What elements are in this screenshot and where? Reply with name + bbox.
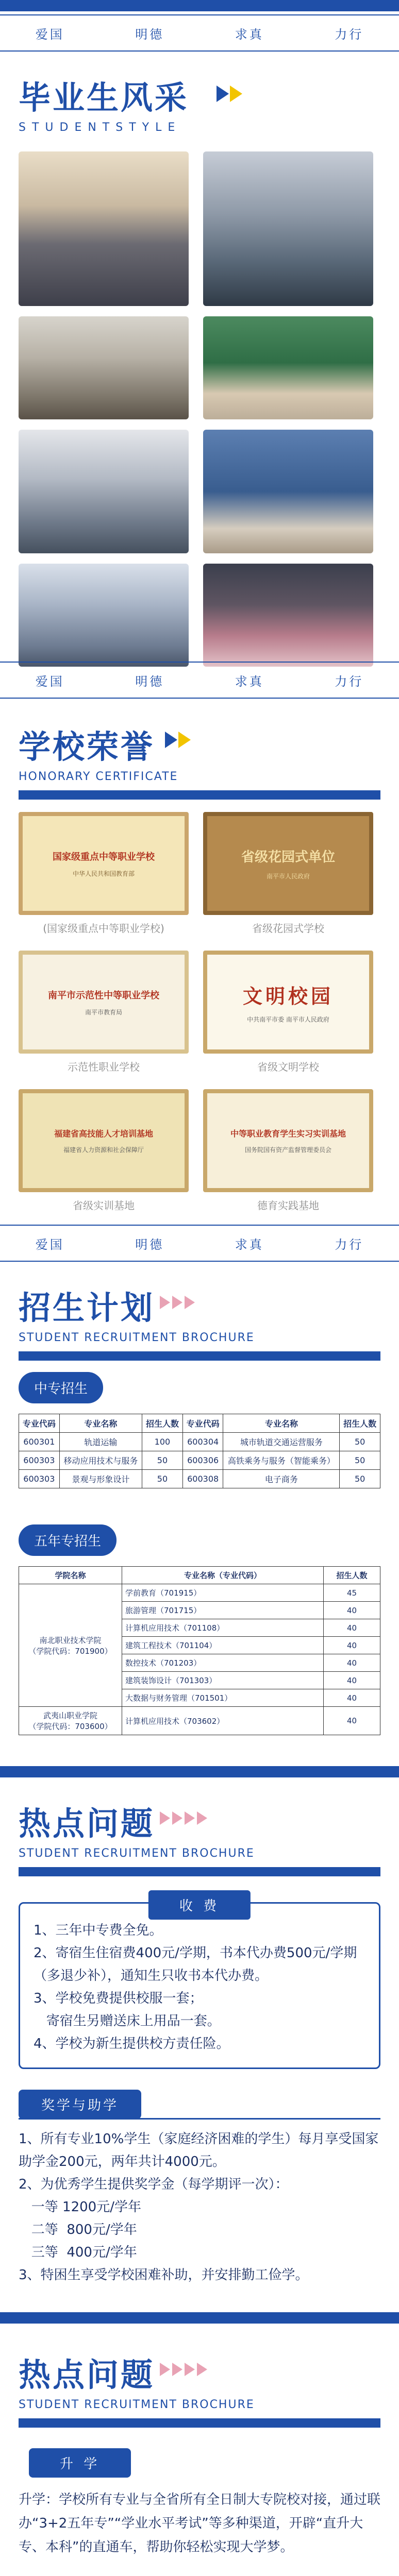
aid-label: 奖学与助学 (19, 2090, 141, 2119)
hot1-title: 热点问题 (19, 1805, 155, 1842)
cell: 电子商务 (223, 1470, 340, 1488)
cell: 移动应用技术与服务 (59, 1451, 142, 1470)
cell: 40 (324, 1602, 380, 1619)
cell: 轨道运输 (59, 1433, 142, 1451)
triangle-blue-icon (217, 86, 229, 102)
table-row (19, 1584, 380, 1602)
cell: 大数据与财务管理（701501） (122, 1689, 324, 1707)
college-code: （学院代码：703600） (28, 1722, 112, 1731)
cell: 50 (340, 1451, 380, 1470)
cell: 40 (324, 1654, 380, 1672)
award-caption: 省级文明学校 (257, 1061, 319, 1073)
table-header-row (19, 1567, 380, 1584)
hot1-subtitle: STUDENT RECRUITMENT BROCHURE (19, 1847, 255, 1860)
cell: 40 (324, 1619, 380, 1637)
motto-3: 求真 (235, 1237, 264, 1252)
cell: 100 (142, 1433, 183, 1451)
up-text: 升学：学校所有专业与全省所有全日制大专院校对接，通过联办“3+2五年专”“学业水平考试”等多种渠道，开辟“直升大专、本科”的直通车，帮助你轻松实现大学梦。 (19, 2492, 381, 2555)
cell: 旅游管理（701715） (122, 1602, 324, 1619)
col-header: 专业代码 (182, 1414, 223, 1433)
cell: 600306 (182, 1451, 223, 1470)
motto-3: 求真 (235, 674, 264, 689)
triangle-pink-icon (160, 1296, 170, 1309)
cell: 600308 (182, 1470, 223, 1488)
fee-line: 4、学校为新生提供校方责任险。 (34, 2036, 230, 2052)
cell: 景观与形象设计 (59, 1470, 142, 1488)
table-header-row (19, 1414, 380, 1433)
award-grid (0, 800, 399, 1225)
aid-line: 2、为优秀学生提供奖学金（每学期评一次）： (19, 2177, 289, 2192)
motto-2: 明德 (135, 1237, 164, 1252)
cell: 建筑装饰设计（701303） (122, 1672, 324, 1689)
cell: 高铁乘务与服务（智能乘务） (223, 1451, 340, 1470)
cell: 45 (324, 1584, 380, 1602)
aid-line: 一等 1200元/学年 (19, 2199, 141, 2215)
aid-line: 二等 800元/学年 (19, 2222, 137, 2238)
col-header: 招生人数 (142, 1414, 183, 1433)
cell: 600304 (182, 1433, 223, 1451)
plaque-org: 中华人民共和国教育部 (72, 870, 135, 877)
aid-body (19, 2118, 380, 2286)
photo-computer-room (19, 430, 189, 553)
award-1 (19, 812, 189, 935)
plan-underline (19, 1351, 380, 1361)
award-plaque (19, 951, 189, 1054)
photo-staff (203, 316, 373, 419)
plan-subtitle: STUDENT RECRUITMENT BROCHURE (19, 1331, 255, 1344)
triangle-pink-icon (185, 1296, 195, 1309)
award-plaque (203, 1089, 373, 1192)
cell: 50 (340, 1470, 380, 1488)
cell: 40 (324, 1637, 380, 1654)
motto-4: 力行 (335, 27, 364, 42)
fee-line: 1、三年中专费全免。 (34, 1923, 163, 1938)
triangle-pink-icon (197, 2363, 207, 2376)
col-header: 专业名称 (59, 1414, 142, 1433)
plaque-title: 文明校园 (242, 985, 334, 1008)
motto-2: 明德 (135, 27, 164, 42)
award-caption: 省级花园式学校 (252, 922, 324, 935)
motto-bar (0, 14, 399, 52)
cell: 学前教育（701915） (122, 1584, 324, 1602)
motto-1: 爱国 (35, 27, 64, 42)
plaque-title: 国家级重点中等职业学校 (53, 851, 155, 862)
fee-label: 收 费 (148, 1890, 251, 1920)
hot2-subtitle: STUDENT RECRUITMENT BROCHURE (19, 2398, 255, 2411)
col-header: 学院名称 (19, 1567, 122, 1584)
plan-header (0, 1262, 399, 1351)
triangle-pink-icon (185, 1811, 195, 1825)
fee-line: 寄宿生另赠送床上用品一套。 (34, 2013, 221, 2029)
triangle-pink-icon (160, 2363, 170, 2376)
wu-table (19, 1566, 380, 1735)
style-title: 毕业生风采 (19, 79, 189, 116)
cell: 建筑工程技术（701104） (122, 1637, 324, 1654)
divider-band (0, 1766, 399, 1777)
award-6 (203, 1089, 373, 1212)
fee-card (19, 1899, 380, 2069)
hot1-underline (19, 1867, 380, 1876)
cell: 计算机应用技术（701108） (122, 1619, 324, 1637)
fee-line: 2、寄宿生住宿费400元/学期，书本代办费500元/学期（多退少补），通知生只收书本代办费。 (34, 1945, 357, 1984)
college-cell (19, 1584, 122, 1707)
zhong-table (19, 1414, 380, 1488)
aid-line: 3、特困生享受学校困难补助，并安排勤工俭学。 (19, 2267, 309, 2283)
cell: 数控技术（701203） (122, 1654, 324, 1672)
plaque-org: 南平市人民政府 (266, 873, 310, 880)
style-header (0, 52, 399, 141)
plaque-org: 中共南平市委 南平市人民政府 (247, 1016, 329, 1023)
college-cell (19, 1707, 122, 1735)
fee-line: 3、学校免费提供校服一套； (34, 1991, 203, 2006)
award-plaque (19, 812, 189, 915)
award-plaque (203, 951, 373, 1054)
aid-section (19, 2090, 380, 2286)
aid-line: 1、所有专业10%学生（家庭经济困难的学生）每月享受国家助学金200元，两年共计4000元。 (19, 2131, 379, 2170)
hot2-header (0, 2324, 399, 2418)
triangle-pink-icon (197, 1811, 207, 1825)
triangle-blue-icon (165, 732, 177, 748)
honor-underline (19, 790, 380, 800)
col-header: 招生人数 (324, 1567, 380, 1584)
plaque-title: 福建省高技能人才培训基地 (54, 1129, 153, 1139)
award-4 (203, 951, 373, 1074)
triangle-pink-icon (172, 1811, 182, 1825)
cell: 城市轨道交通运营服务 (223, 1433, 340, 1451)
motto-2: 明德 (135, 674, 164, 689)
table-row (19, 1451, 380, 1470)
plaque-org: 福建省人力资源和社会保障厅 (63, 1146, 144, 1154)
divider-band (0, 2312, 399, 2324)
up-label: 升 学 (29, 2448, 131, 2478)
award-3 (19, 951, 189, 1074)
table-row (19, 1707, 380, 1735)
cell: 600303 (19, 1451, 60, 1470)
triangle-pink-icon (185, 2363, 195, 2376)
motto-bar-3 (0, 1225, 399, 1262)
award-caption: 德育实践基地 (257, 1199, 319, 1212)
college-code: （学院代码：701900） (28, 1646, 112, 1656)
award-caption: 省级实训基地 (73, 1199, 135, 1212)
motto-1: 爱国 (35, 1237, 64, 1252)
photo-ceremony (203, 430, 373, 553)
top-band (0, 0, 399, 11)
style-subtitle: STUDENTSTYLE (19, 121, 181, 134)
triangle-yellow-icon (178, 732, 191, 748)
up-section (19, 2448, 380, 2559)
triangle-pink-icon (172, 2363, 182, 2376)
plaque-title: 省级花园式单位 (241, 850, 335, 865)
award-caption: (国家级重点中等职业学校) (43, 922, 164, 935)
wu-label: 五年专招生 (19, 1524, 117, 1556)
table-row (19, 1470, 380, 1488)
motto-1: 爱国 (35, 674, 64, 689)
college-name: 南北职业技术学院 (39, 1635, 102, 1645)
col-header: 专业名称（专业代码） (122, 1567, 324, 1584)
plaque-title: 中等职业教育学生实习实训基地 (230, 1129, 346, 1139)
cell: 50 (142, 1451, 183, 1470)
motto-bar-2 (0, 662, 399, 699)
zhong-label: 中专招生 (19, 1372, 103, 1403)
cell: 600303 (19, 1470, 60, 1488)
hot2-underline (19, 2418, 380, 2428)
cell: 40 (324, 1707, 380, 1735)
motto-3: 求真 (235, 27, 264, 42)
motto-4: 力行 (335, 674, 364, 689)
triangle-yellow-icon (230, 86, 242, 102)
cell: 计算机应用技术（703602） (122, 1707, 324, 1735)
photo-office (203, 151, 373, 306)
photo-classroom (19, 151, 189, 306)
motto-4: 力行 (335, 1237, 364, 1252)
col-header: 招生人数 (340, 1414, 380, 1433)
photo-group (19, 564, 189, 667)
honor-title: 学校荣誉 (19, 728, 155, 766)
graduate-photo-grid (0, 141, 399, 662)
college-name: 武夷山职业学院 (43, 1711, 97, 1720)
award-5 (19, 1089, 189, 1212)
award-plaque (19, 1089, 189, 1192)
col-header: 专业名称 (223, 1414, 340, 1433)
award-caption: 示范性职业学校 (68, 1061, 140, 1073)
photo-lab (19, 316, 189, 419)
cell: 40 (324, 1689, 380, 1707)
col-header: 专业代码 (19, 1414, 60, 1433)
aid-line: 三等 400元/学年 (19, 2245, 137, 2260)
cell: 600301 (19, 1433, 60, 1451)
plaque-title: 南平市示范性中等职业学校 (48, 990, 159, 1001)
hot2-title: 热点问题 (19, 2356, 155, 2394)
triangle-pink-icon (172, 1296, 182, 1309)
plan-title: 招生计划 (19, 1289, 155, 1327)
plaque-org: 南平市教育局 (85, 1008, 122, 1016)
plaque-org: 国务院国有资产监督管理委员会 (244, 1146, 331, 1154)
table-row (19, 1433, 380, 1451)
cell: 40 (324, 1672, 380, 1689)
triangle-pink-icon (160, 1811, 170, 1825)
photo-dance (203, 564, 373, 667)
cell: 50 (340, 1433, 380, 1451)
cell: 50 (142, 1470, 183, 1488)
award-plaque (203, 812, 373, 915)
award-2 (203, 812, 373, 935)
hot1-header (0, 1777, 399, 1867)
honor-subtitle: HONORARY CERTIFICATE (19, 770, 178, 783)
honor-header (0, 699, 399, 790)
